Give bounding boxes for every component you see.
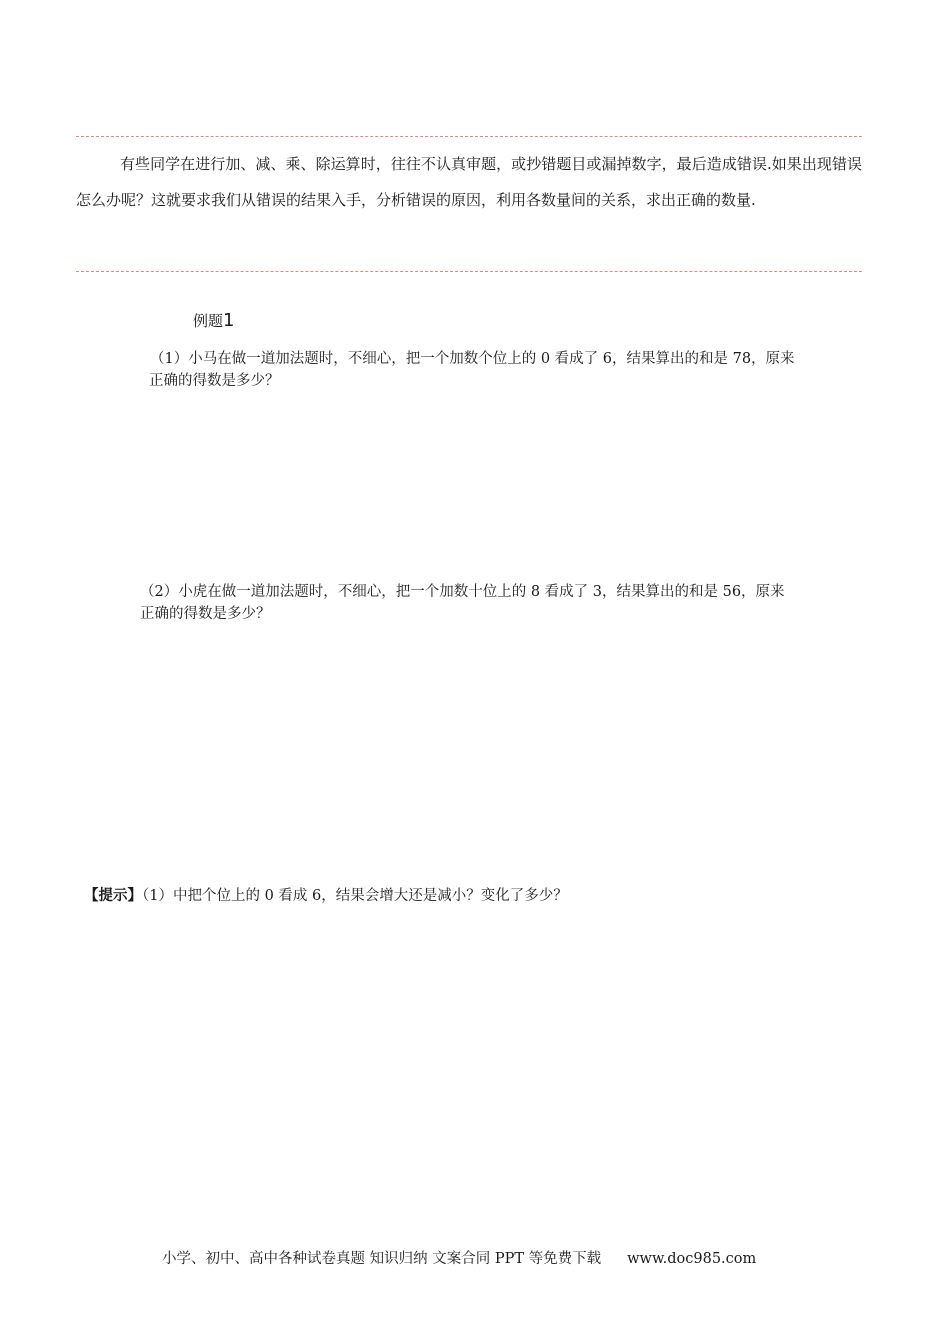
question-2 — [140, 581, 852, 625]
example-heading-number: 1 — [223, 310, 235, 331]
question-1 — [150, 348, 862, 392]
example-heading-label: 例题 — [193, 312, 224, 330]
footer-text: 小学、初中、高中各种试卷真题 知识归纳 文案合同 PPT 等免费下载 — [162, 1251, 602, 1267]
divider-bottom — [76, 271, 862, 272]
hint — [84, 884, 568, 905]
question-1-line2: 正确的得数是多少？ — [149, 373, 280, 389]
question-2-line2: 正确的得数是多少？ — [140, 606, 271, 622]
hint-label: 【提示】 — [84, 887, 142, 904]
question-1-line1: （1）小马在做一道加法题时，不细心，把一个加数个位上的 0 看成了 6，结果算出的和是 78，原来 — [150, 351, 795, 367]
question-2-line1: （2）小虎在做一道加法题时，不细心，把一个加数十位上的 8 看成了 3，结果算出的和是 56，原来 — [140, 584, 785, 600]
intro-paragraph: 有些同学在进行加、减、乘、除运算时，往往不认真审题，或抄错题目或漏掉数字，最后造成错误.如果出现错误怎么办呢？这就要求我们从错误的结果入手，分析错误的原因，利用各数量间的关系，求出正确的数量. — [76, 155, 862, 209]
footer — [162, 1247, 756, 1268]
example-heading — [193, 310, 234, 331]
hint-text: （1）中把个位上的 0 看成 6，结果会增大还是减小？变化了多少？ — [142, 888, 568, 904]
divider-top — [76, 136, 862, 137]
footer-url[interactable]: www.doc985.com — [627, 1251, 757, 1267]
